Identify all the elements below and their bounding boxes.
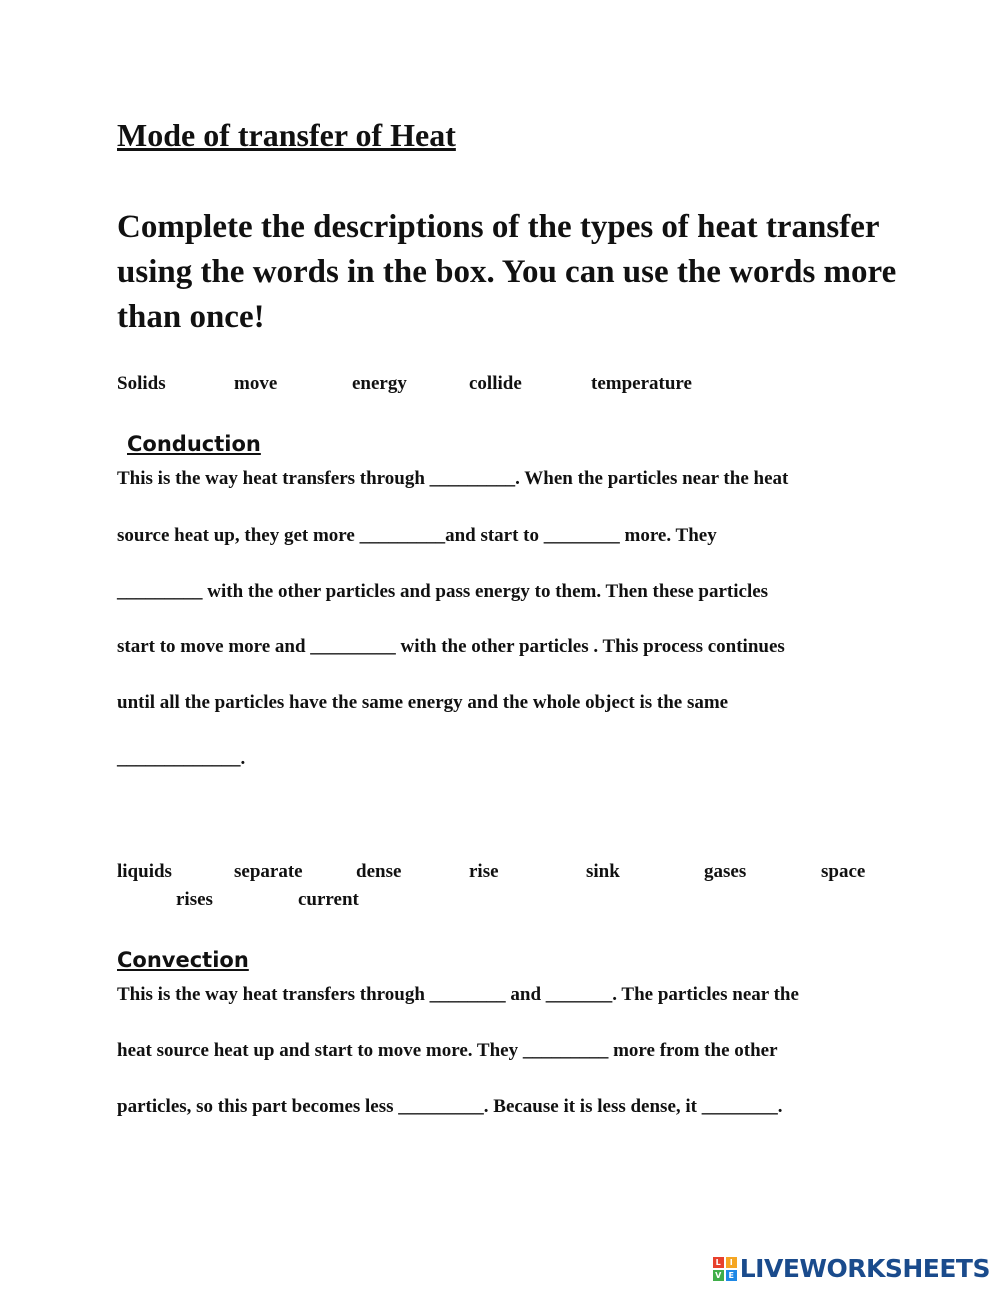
conduction-line: start to move more and _________ with the other particles . This process continues [117,636,785,657]
convection-line: particles, so this part becomes less _________. Because it is less dense, it ________. [117,1096,783,1117]
conduction-line: _____________. [117,748,246,769]
logo-block: E [726,1270,737,1281]
page-title: Mode of transfer of Heat [117,117,456,153]
word-bank-item: Solids [117,373,166,394]
word-bank-item: collide [469,373,522,394]
word-bank-item: rises [176,889,213,910]
logo-text: LIVEWORKSHEETS [739,1254,990,1283]
word-bank-item: dense [356,861,402,882]
conduction-line: _________ with the other particles and pass energy to them. Then these particles [117,581,769,602]
word-bank-item: space [821,861,866,882]
word-bank-item: move [234,373,278,394]
word-bank-item: current [298,889,359,910]
logo-blocks-icon [713,1257,737,1281]
conduction-line: This is the way heat transfers through _________. When the particles near the heat [117,468,789,489]
logo-block: I [726,1257,737,1268]
logo-block: V [713,1270,724,1281]
convection-line: This is the way heat transfers through ________ and _______. The particles near the [117,984,799,1005]
convection-heading: Convection [117,948,249,972]
liveworksheets-logo [713,1254,990,1283]
word-bank-item: liquids [117,861,172,882]
word-bank-item: separate [234,861,303,882]
word-bank-item: gases [704,861,747,882]
word-bank-item: temperature [591,373,692,394]
conduction-heading: Conduction [127,432,261,456]
conduction-line: until all the particles have the same energy and the whole object is the same [117,692,729,713]
word-bank-item: sink [586,861,620,882]
logo-block: L [713,1257,724,1268]
instructions: Complete the descriptions of the types of heat transfer using the words in the box. You can use the words more than once! [117,209,897,335]
word-bank-item: energy [352,373,407,394]
word-bank-item: rise [469,861,499,882]
convection-line: heat source heat up and start to move more. They _________ more from the other [117,1040,778,1061]
conduction-line: source heat up, they get more _________and start to ________ more. They [117,525,717,546]
